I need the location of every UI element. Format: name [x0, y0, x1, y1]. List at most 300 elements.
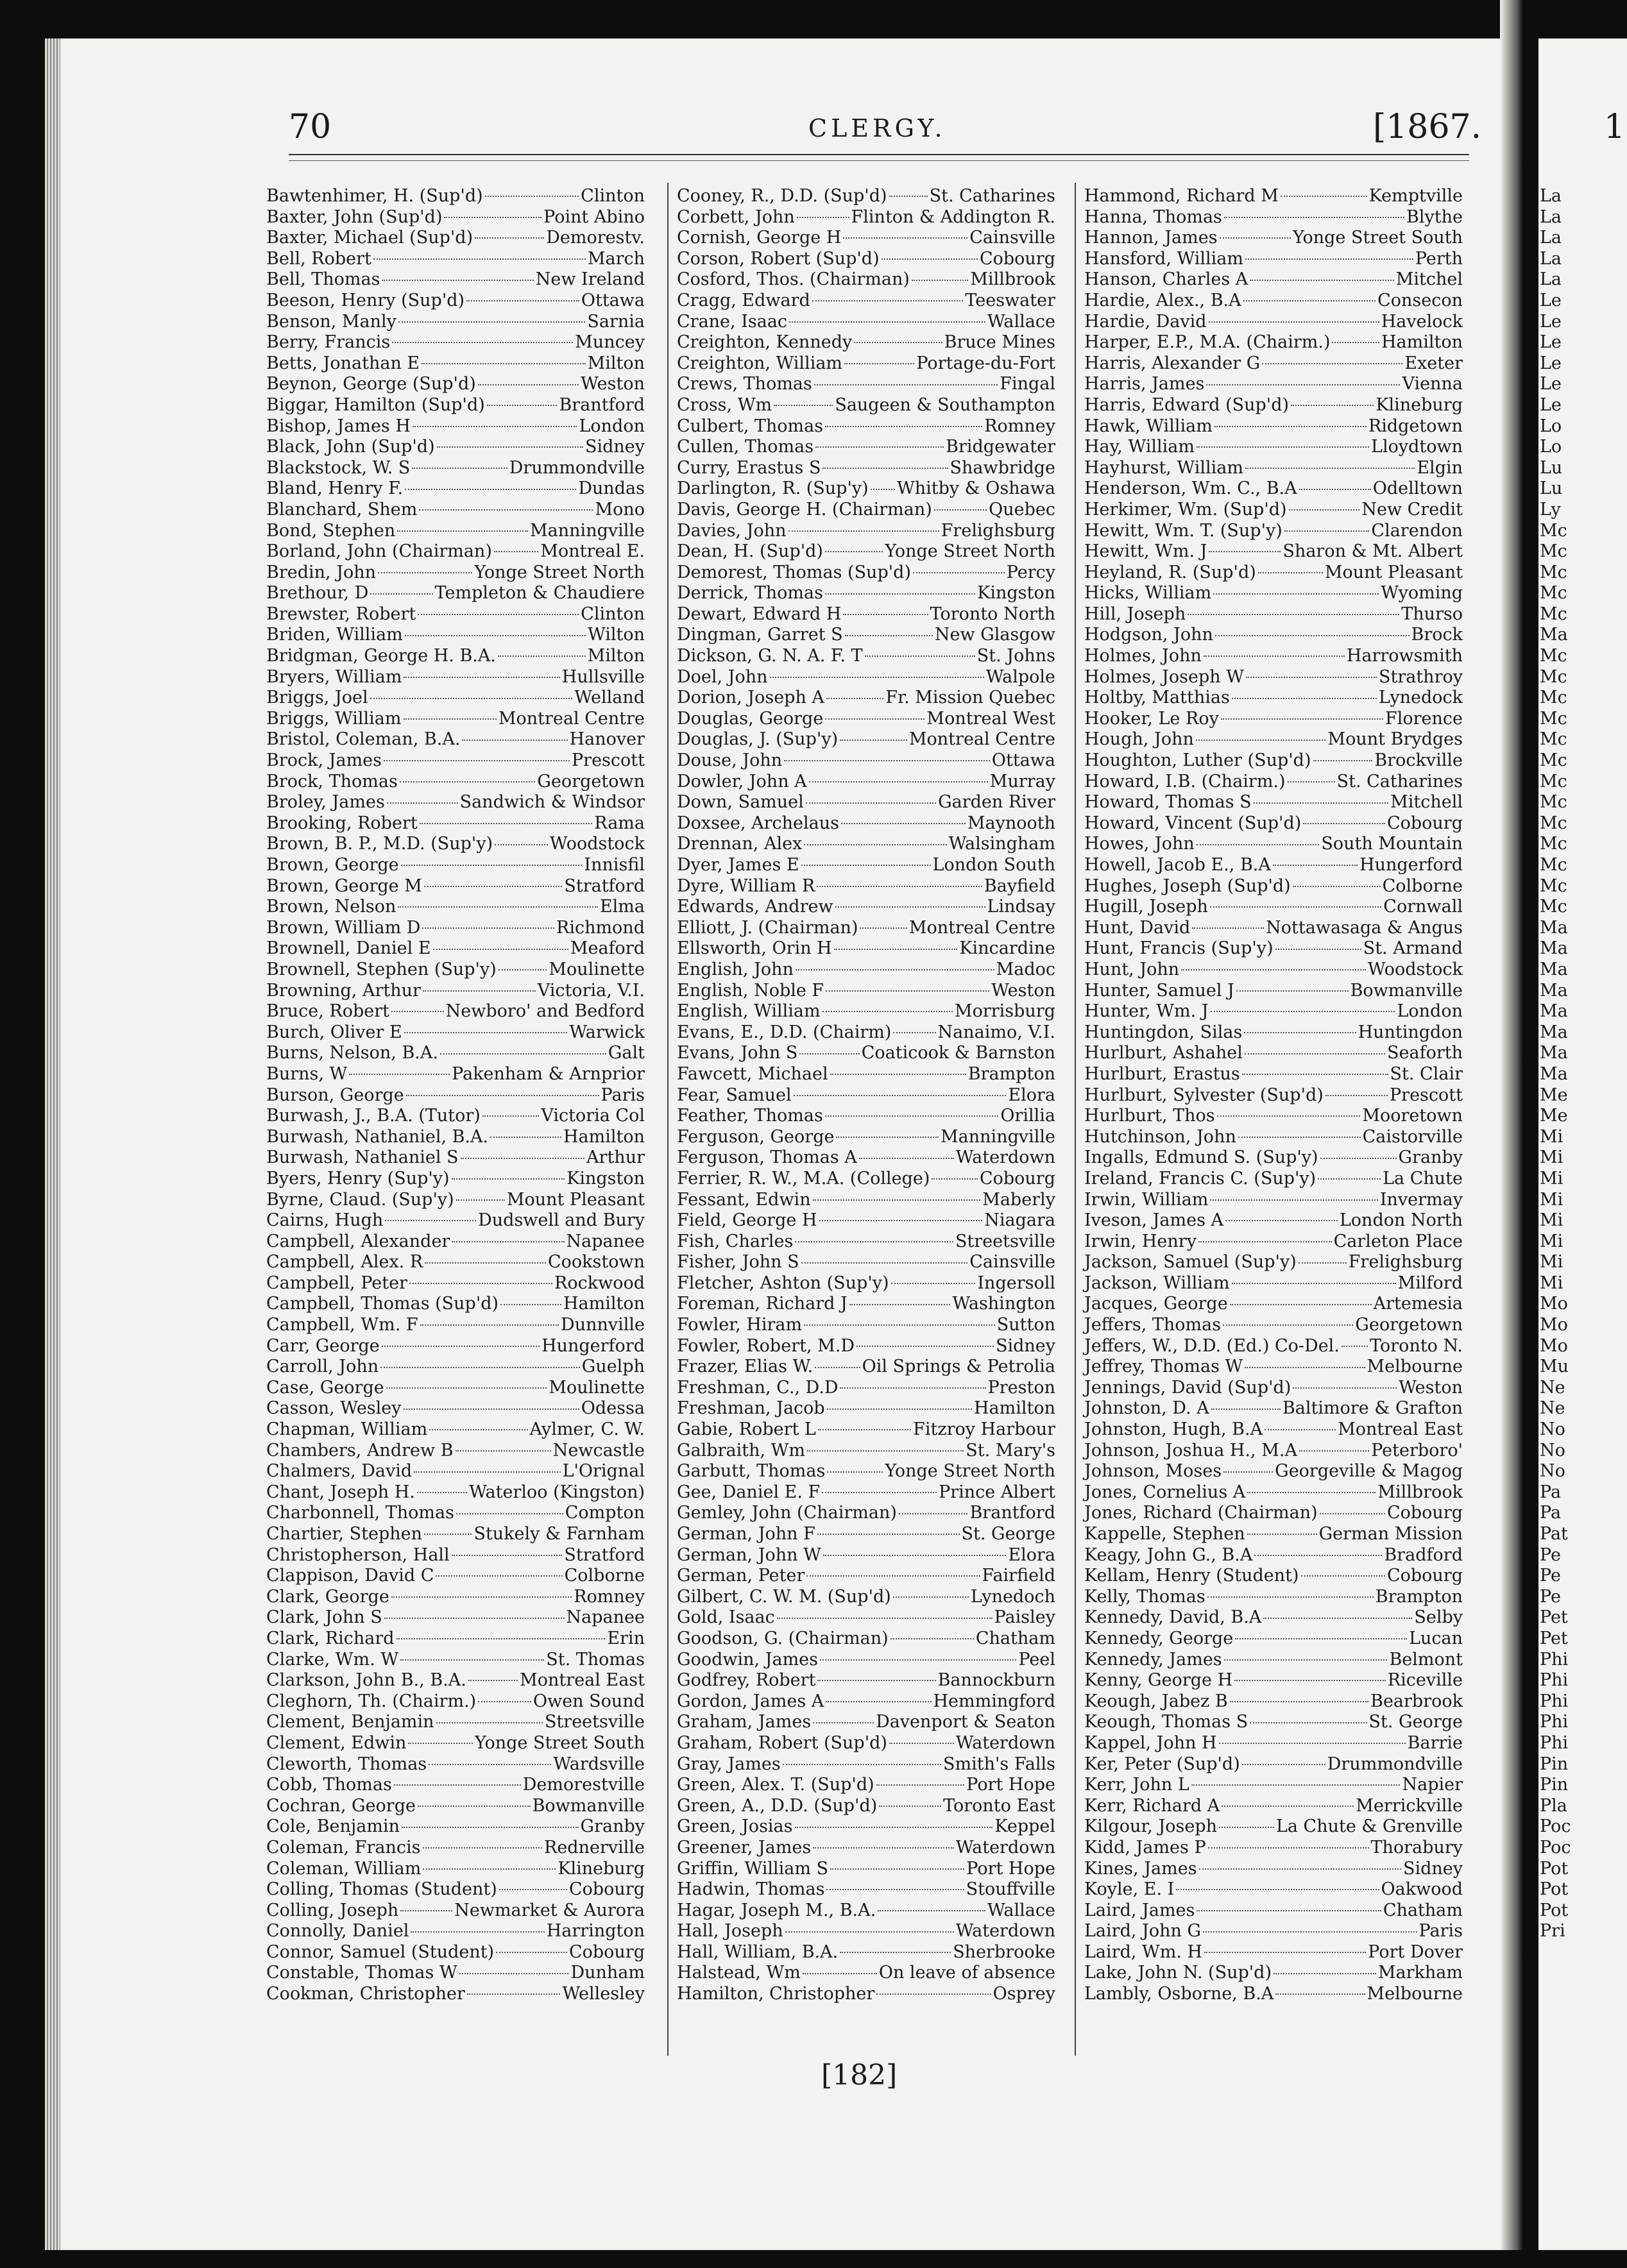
clergy-entry	[677, 1754, 1055, 1775]
facing-page-stub: Pa	[1540, 1482, 1562, 1502]
dot-leader	[409, 1283, 552, 1284]
station-name: Kingston	[977, 583, 1055, 604]
station-name: Paris	[1418, 1921, 1463, 1942]
station-name: Bearbrook	[1370, 1691, 1463, 1711]
station-name: Arthur	[586, 1147, 645, 1168]
dot-leader	[1230, 1304, 1372, 1305]
dot-leader	[456, 1450, 551, 1451]
dot-leader	[414, 1471, 560, 1473]
clergy-entry	[1084, 625, 1463, 646]
stacked-page-edges	[45, 38, 60, 2250]
clergy-name: Blanchard, Shem	[266, 499, 418, 520]
station-name: Welland	[574, 688, 645, 708]
dot-leader	[392, 342, 573, 343]
clergy-entry	[1084, 772, 1463, 793]
clergy-name: Davies, John	[677, 520, 787, 541]
dot-leader	[1210, 1199, 1377, 1201]
clergy-entry	[1084, 1064, 1463, 1085]
clergy-entry	[266, 458, 645, 479]
dot-leader	[804, 1324, 995, 1326]
clergy-entry	[266, 792, 645, 813]
dot-leader	[1246, 677, 1377, 678]
dot-leader	[425, 1262, 546, 1264]
facing-page-stub: Mc	[1540, 855, 1567, 875]
clergy-entry	[677, 1838, 1055, 1859]
header-rule	[289, 154, 1469, 155]
dot-leader	[1313, 760, 1373, 761]
station-name: Bruce Mines	[944, 332, 1055, 353]
dot-leader	[1293, 1387, 1397, 1389]
clergy-name: Galbraith, Wm	[677, 1440, 805, 1460]
dot-leader	[384, 1618, 565, 1619]
dot-leader	[391, 1011, 444, 1012]
dot-leader	[1211, 1011, 1395, 1012]
dot-leader	[1303, 823, 1385, 824]
dot-leader	[478, 1701, 531, 1702]
clergy-entry	[677, 1587, 1055, 1608]
clergy-entry	[266, 1733, 645, 1754]
clergy-entry	[677, 1963, 1055, 1984]
station-name: Lynedock	[1378, 688, 1463, 708]
page-header	[257, 108, 1482, 159]
dot-leader	[423, 990, 536, 992]
dot-leader	[1206, 384, 1400, 385]
dot-leader	[370, 593, 432, 595]
clergy-entry	[1084, 583, 1463, 604]
clergy-name: Griffin, William S	[677, 1858, 829, 1879]
station-name: Waterdown	[955, 1732, 1055, 1753]
column-divider	[1075, 183, 1076, 2056]
clergy-name: Chant, Joseph H.	[266, 1482, 415, 1502]
clergy-entry	[677, 1315, 1055, 1336]
clergy-entry	[266, 437, 645, 458]
clergy-entry	[677, 1859, 1055, 1880]
dot-leader	[387, 802, 458, 804]
station-name: Exeter	[1404, 353, 1463, 373]
clergy-entry	[677, 1106, 1055, 1127]
dot-leader	[893, 1032, 935, 1033]
station-name: Barrie	[1407, 1732, 1463, 1753]
station-name: London North	[1339, 1210, 1463, 1231]
facing-page-stub: Mc	[1540, 688, 1567, 708]
clergy-entry	[677, 750, 1055, 772]
dot-leader	[1245, 1053, 1385, 1054]
clergy-name: Clark, John S	[266, 1607, 382, 1628]
facing-page-stub: No	[1540, 1440, 1565, 1460]
dot-leader	[825, 551, 883, 552]
clergy-entry	[677, 1336, 1055, 1357]
station-name: Brantford	[969, 1503, 1055, 1523]
dot-leader	[478, 384, 579, 385]
clergy-entry	[1084, 1524, 1463, 1545]
dot-leader	[878, 1910, 985, 1911]
clergy-name: Cragg, Edward	[677, 290, 810, 310]
clergy-name: Hugill, Joseph	[1084, 897, 1208, 917]
station-name: Peterboro'	[1371, 1440, 1463, 1460]
facing-page-stub: Mc	[1540, 646, 1567, 666]
station-name: Richmond	[556, 917, 645, 938]
dot-leader	[413, 426, 577, 427]
clergy-entry	[677, 876, 1055, 897]
clergy-name: Cooney, R., D.D. (Sup'd)	[677, 186, 887, 206]
clergy-entry	[677, 1085, 1055, 1106]
facing-page-stub: Pot	[1540, 1858, 1569, 1879]
clergy-entry	[266, 1001, 645, 1022]
clergy-name: Kilgour, Joseph	[1084, 1816, 1218, 1837]
dot-leader	[819, 1220, 983, 1221]
clergy-entry	[677, 667, 1055, 688]
station-name: Elgin	[1417, 457, 1463, 478]
facing-page-stub: Ne	[1540, 1377, 1565, 1398]
clergy-name: Irwin, Henry	[1084, 1231, 1197, 1251]
dot-leader	[822, 1492, 937, 1493]
clergy-entry	[677, 1712, 1055, 1733]
dot-leader	[932, 1178, 978, 1180]
station-name: Walsingham	[948, 834, 1055, 854]
facing-page-stub: Mc	[1540, 520, 1567, 541]
dot-leader	[1247, 1492, 1376, 1493]
clergy-entry	[1084, 207, 1463, 228]
clergy-name: Frazer, Elias W.	[677, 1357, 814, 1377]
station-name: Waterloo (Kingston)	[469, 1482, 645, 1502]
clergy-entry	[677, 249, 1055, 270]
clergy-entry	[1084, 291, 1463, 312]
station-name: Elora	[1008, 1085, 1055, 1105]
clergy-name: Jones, Cornelius A	[1084, 1482, 1246, 1502]
clergy-name: Burwash, J., B.A. (Tutor)	[266, 1106, 481, 1126]
station-name: Cobourg	[568, 1879, 645, 1900]
clergy-entry	[266, 1106, 645, 1127]
book-gutter	[1500, 0, 1538, 2268]
facing-page-stub: Mi	[1540, 1231, 1563, 1251]
dot-leader	[418, 1806, 531, 1807]
clergy-name: Gee, Daniel E. F	[677, 1482, 821, 1502]
dot-leader	[1211, 1409, 1281, 1410]
dot-leader	[1245, 1367, 1365, 1368]
clergy-entry	[677, 604, 1055, 625]
station-name: Hullsville	[561, 666, 645, 687]
station-name: Napier	[1402, 1775, 1463, 1795]
dot-leader	[801, 1262, 968, 1264]
station-name: Drummondville	[1327, 1754, 1463, 1774]
facing-page-stub: Mi	[1540, 1168, 1563, 1189]
dot-leader	[840, 1952, 951, 1953]
dot-leader	[1291, 405, 1374, 406]
clergy-entry	[677, 521, 1055, 542]
dot-leader	[1223, 1324, 1353, 1326]
dot-leader	[400, 1659, 544, 1661]
facing-page-stub: La	[1540, 228, 1562, 248]
clergy-name: Fowler, Robert, M.D	[677, 1335, 855, 1356]
clergy-entry	[677, 541, 1055, 563]
clergy-entry	[677, 1524, 1055, 1545]
clergy-entry	[266, 312, 645, 333]
clergy-entry	[1084, 1210, 1463, 1231]
clergy-entry	[266, 834, 645, 855]
station-name: Montreal East	[520, 1670, 645, 1691]
clergy-entry	[1084, 1754, 1463, 1775]
dot-leader	[1214, 426, 1367, 427]
clergy-entry	[677, 1670, 1055, 1691]
clergy-name: English, John	[677, 959, 794, 979]
station-name: Guelph	[581, 1357, 645, 1377]
station-name: La Chute	[1383, 1168, 1463, 1189]
clergy-entry	[266, 1147, 645, 1169]
station-name: Caistorville	[1362, 1126, 1463, 1147]
station-name: Yonge Street North	[885, 1461, 1055, 1482]
clergy-name: Hardie, David	[1084, 311, 1207, 332]
station-name: London	[579, 416, 645, 436]
clergy-entry	[266, 1357, 645, 1378]
clergy-name: Cornish, George H	[677, 228, 842, 248]
dot-leader	[1254, 802, 1388, 804]
facing-page-stub: La	[1540, 186, 1562, 206]
clergy-name: Hannon, James	[1084, 228, 1218, 248]
station-name: Drummondville	[509, 457, 645, 478]
station-name: Romney	[574, 1586, 645, 1607]
clergy-name: Cleghorn, Th. (Chairm.)	[266, 1691, 477, 1711]
clergy-name: Johnson, Moses	[1084, 1461, 1222, 1482]
dot-leader	[891, 1283, 976, 1284]
clergy-name: Howard, I.B. (Chairm.)	[1084, 771, 1286, 791]
dot-leader	[452, 1178, 565, 1180]
station-name: Shawbridge	[950, 457, 1055, 478]
clergy-name: Jeffers, W., D.D. (Ed.) Co-Del.	[1084, 1335, 1340, 1356]
clergy-entry	[1084, 938, 1463, 960]
clergy-entry	[266, 353, 645, 375]
clergy-entry	[677, 938, 1055, 960]
station-name: Warwick	[569, 1022, 645, 1042]
dot-leader	[404, 1409, 579, 1410]
station-name: Odelltown	[1372, 478, 1463, 499]
dot-leader	[406, 1095, 599, 1096]
clergy-entry	[266, 1796, 645, 1817]
dot-leader	[823, 1555, 1006, 1556]
dot-leader	[1258, 572, 1323, 573]
dot-leader	[934, 509, 987, 511]
clergy-entry	[677, 897, 1055, 918]
dot-leader	[912, 280, 968, 281]
clergy-entry	[1084, 1566, 1463, 1587]
facing-page-stub: Le	[1540, 353, 1562, 373]
clergy-entry	[677, 269, 1055, 291]
clergy-name: Johnson, Joshua H., M.A	[1084, 1440, 1297, 1460]
clergy-name: Koyle, E. I	[1084, 1879, 1175, 1900]
facing-page-stub: La	[1540, 269, 1562, 290]
clergy-entry	[677, 1231, 1055, 1253]
station-name: Bannockburn	[937, 1670, 1055, 1691]
clergy-name: Green, Josias	[677, 1816, 793, 1837]
dot-leader	[405, 489, 576, 490]
station-name: Dudswell and Bury	[478, 1210, 645, 1231]
dot-leader	[1203, 1931, 1417, 1933]
clergy-entry	[677, 792, 1055, 813]
facing-page-stub: Mc	[1540, 834, 1567, 854]
station-name: Toronto East	[943, 1795, 1055, 1816]
clergy-entry	[266, 1607, 645, 1629]
dot-leader	[890, 1638, 974, 1639]
station-name: Invermay	[1379, 1189, 1463, 1210]
station-name: Mono	[595, 499, 645, 520]
dot-leader	[423, 1868, 556, 1870]
clergy-name: Connolly, Daniel	[266, 1921, 409, 1942]
clergy-entry	[677, 646, 1055, 667]
dot-leader	[397, 530, 528, 532]
clergy-entry	[266, 1169, 645, 1190]
dot-leader	[774, 405, 833, 406]
station-name: Coaticook & Barnston	[861, 1043, 1055, 1063]
station-name: Merrickville	[1356, 1795, 1463, 1816]
station-name: Cobourg	[1386, 1503, 1463, 1523]
dot-leader	[400, 1910, 452, 1911]
station-name: Napanee	[566, 1607, 645, 1628]
clergy-name: Clark, Richard	[266, 1628, 395, 1648]
clergy-entry	[266, 1419, 645, 1441]
dot-leader	[466, 300, 579, 301]
clergy-entry	[266, 625, 645, 646]
station-name: Brockville	[1374, 750, 1463, 771]
year-marker: [1867.	[1373, 108, 1482, 146]
clergy-entry	[677, 834, 1055, 855]
dot-leader	[1209, 321, 1379, 323]
dot-leader	[436, 1575, 562, 1577]
station-name: Wallace	[987, 311, 1055, 332]
clergy-name: Creighton, Kennedy	[677, 332, 853, 353]
clergy-name: Bawtenhimer, H. (Sup'd)	[266, 186, 483, 206]
dot-leader	[401, 865, 583, 866]
dot-leader	[784, 760, 990, 761]
clergy-name: Cole, Benjamin	[266, 1816, 400, 1837]
clergy-entry	[266, 186, 645, 207]
clergy-entry	[677, 228, 1055, 249]
dot-leader	[433, 949, 568, 950]
dot-leader	[1219, 1743, 1406, 1744]
clergy-name: Coleman, William	[266, 1858, 422, 1879]
station-name: Belmont	[1389, 1649, 1463, 1670]
facing-page-stub: Mc	[1540, 750, 1567, 771]
clergy-name: Kidd, James P	[1084, 1837, 1206, 1858]
clergy-entry	[1084, 1147, 1463, 1169]
dot-leader	[1325, 1095, 1388, 1096]
clergy-entry	[266, 1022, 645, 1044]
facing-page-stub: Lu	[1540, 478, 1563, 499]
station-name: Cainsville	[969, 1252, 1055, 1273]
clergy-name: Howard, Thomas S	[1084, 792, 1252, 813]
clergy-name: Lake, John N. (Sup'd)	[1084, 1963, 1272, 1983]
clergy-name: Corbett, John	[677, 207, 795, 227]
clergy-entry	[1084, 1796, 1463, 1817]
dot-leader	[1281, 196, 1367, 197]
clergy-entry	[677, 1545, 1055, 1566]
station-name: Cookstown	[548, 1252, 645, 1273]
clergy-entry	[677, 291, 1055, 312]
clergy-name: Hanson, Charles A	[1084, 269, 1248, 290]
dot-leader	[804, 844, 946, 845]
station-name: New Credit	[1361, 499, 1463, 520]
dot-leader	[841, 823, 966, 824]
facing-page-stub: Mi	[1540, 1147, 1563, 1168]
facing-page-stub: Poc	[1540, 1816, 1571, 1837]
dot-leader	[391, 1596, 572, 1598]
dot-leader	[494, 551, 539, 552]
facing-page-stub: Le	[1540, 374, 1562, 394]
clergy-entry	[1084, 1670, 1463, 1691]
clergy-entry	[266, 1378, 645, 1399]
clergy-name: Dyre, William R	[677, 876, 815, 896]
station-name: Mount Brydges	[1327, 729, 1463, 750]
dot-leader	[498, 656, 586, 657]
clergy-name: Brownell, Stephen (Sup'y)	[266, 959, 497, 979]
dot-leader	[826, 990, 989, 992]
clergy-entry	[1084, 500, 1463, 521]
facing-page-stub: Pa	[1540, 1503, 1562, 1523]
station-name: Consecon	[1377, 290, 1463, 310]
clergy-entry	[1084, 312, 1463, 333]
station-name: Bayfield	[984, 876, 1055, 896]
clergy-name: Keagy, John G., B.A	[1084, 1544, 1253, 1565]
dot-leader	[830, 1868, 964, 1870]
clergy-name: English, William	[677, 1001, 821, 1022]
facing-page-stub: La	[1540, 207, 1562, 227]
dot-leader	[1209, 551, 1281, 552]
dot-leader	[822, 1011, 953, 1012]
clergy-name: Kines, James	[1084, 1858, 1197, 1879]
station-name: Streetsville	[544, 1712, 645, 1732]
clergy-entry	[1084, 646, 1463, 667]
clergy-name: Iveson, James A	[1084, 1210, 1224, 1231]
clergy-entry	[677, 1357, 1055, 1378]
clergy-name: Ellsworth, Orin H	[677, 938, 832, 959]
dot-leader	[849, 1304, 951, 1305]
dot-leader	[417, 1492, 467, 1493]
station-name: Lloydtown	[1371, 437, 1463, 457]
clergy-name: Clappison, David C	[266, 1566, 434, 1586]
clergy-entry	[677, 813, 1055, 834]
clergy-name: Greener, James	[677, 1837, 812, 1858]
clergy-name: Briggs, William	[266, 708, 402, 729]
clergy-name: Hunt, Francis (Sup'y)	[1084, 938, 1273, 959]
clergy-name: Case, George	[266, 1377, 384, 1398]
clergy-name: German, John F	[677, 1524, 815, 1544]
station-name: On leave of absence	[878, 1963, 1055, 1983]
clergy-entry	[1084, 1900, 1463, 1922]
clergy-entry	[266, 1984, 645, 2005]
station-name: Milton	[587, 353, 645, 373]
dot-leader	[1262, 363, 1402, 364]
clergy-name: Laird, Wm. H	[1084, 1942, 1203, 1962]
dot-leader	[815, 446, 944, 448]
clergy-entry	[266, 1879, 645, 1900]
clergy-entry	[266, 1670, 645, 1691]
station-name: Keppel	[994, 1816, 1055, 1837]
dot-leader	[1320, 1513, 1385, 1514]
facing-page-stub: Mc	[1540, 792, 1567, 813]
facing-page-stub: Ma	[1540, 1043, 1568, 1063]
clergy-name: Chambers, Andrew B	[266, 1440, 454, 1460]
clergy-column-3	[1084, 186, 1463, 2005]
clergy-name: Ferguson, Thomas A	[677, 1147, 857, 1168]
facing-page-stub: Ma	[1540, 959, 1568, 979]
station-name: Oil Springs & Petrolia	[862, 1357, 1055, 1377]
dot-leader	[1238, 1137, 1361, 1138]
clergy-name: Kappel, John H	[1084, 1732, 1217, 1753]
clergy-name: Feather, Thomas	[677, 1106, 823, 1126]
dot-leader	[404, 677, 559, 678]
station-name: Waterdown	[955, 1921, 1055, 1942]
clergy-name: Ferrier, R. W., M.A. (College)	[677, 1168, 930, 1189]
station-name: St. George	[1368, 1712, 1463, 1732]
station-name: Rockwood	[554, 1273, 645, 1293]
